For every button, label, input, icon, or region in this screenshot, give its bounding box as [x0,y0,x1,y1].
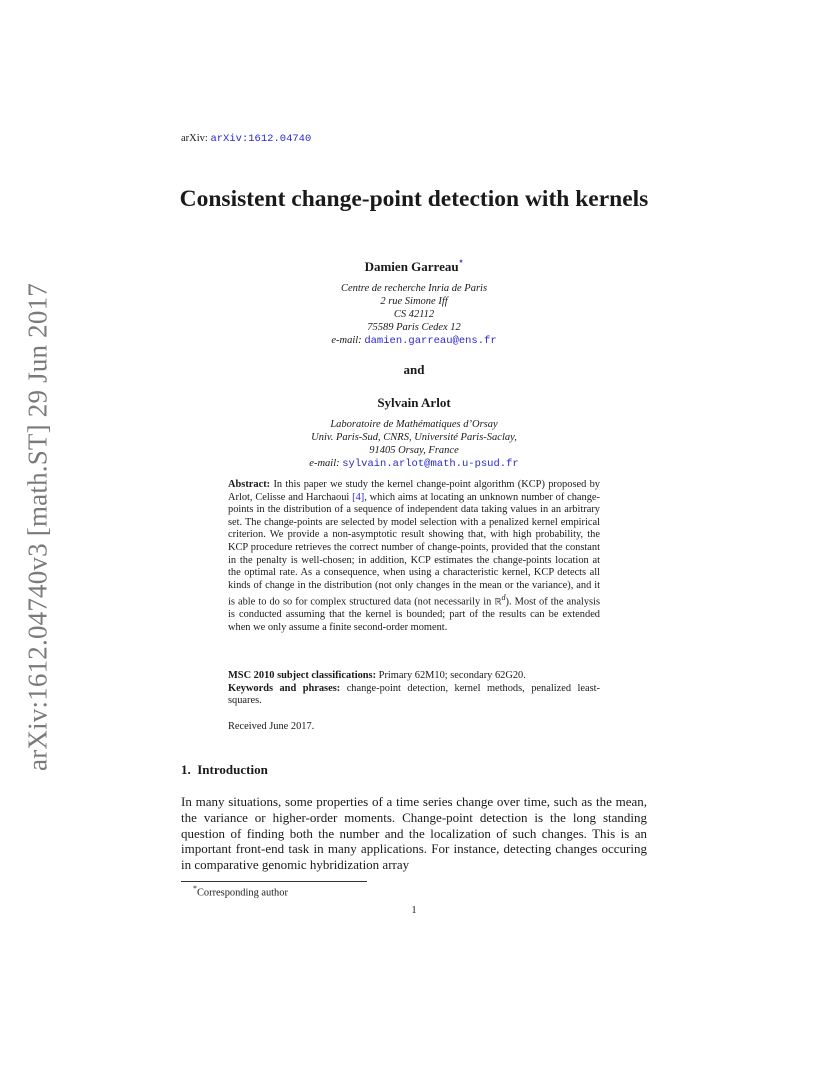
msc-line [228,670,600,683]
citation-link[interactable]: [4] [352,491,365,503]
arxiv-header [181,133,311,145]
email-label: e-mail: [309,458,340,469]
msc-label: MSC 2010 subject classifications: [228,670,377,681]
intro-paragraph: In many situations, some properties of a time series change over time, such as the mean, the variance or higher-order moments. Change-point detection is the long standing question of finding both the number and the localization of such changes. This is an important front-end task in many applications. For instance, detecting changes occuring in comparative genomic hybridization array [181,794,647,873]
abstract-text-1: In this paper we study the kernel change-point algorithm (KCP) proposed by Arlot, Celisse and Harchaoui [228,479,600,503]
keywords-line [228,683,600,708]
author-2-email-link[interactable]: sylvain.arlot@math.u-psud.fr [342,458,519,470]
arxiv-prefix: arXiv: [181,133,208,144]
msc-text: Primary 62M10; secondary 62G20. [378,670,526,681]
footnote-mark: * [193,884,197,893]
author-2-affiliation [150,418,678,471]
section-title: Introduction [197,762,268,777]
author-1-footnote-mark[interactable]: * [458,259,464,269]
section-number: 1. [181,762,191,777]
affiliation-line: Univ. Paris-Sud, CNRS, Université Paris-Saclay, [311,432,517,443]
email-label: e-mail: [331,335,362,346]
paper-title: Consistent change-point detection with kernels [179,186,649,212]
author-1-email-line [150,334,678,348]
abstract-label: Abstract: [228,479,271,490]
author-name-2: Sylvain Arlot [377,395,451,410]
author-2-email-line [150,457,678,471]
side-stamp-text: arXiv:1612.04740v3 [math.ST] 29 Jun 2017 [22,283,53,771]
affiliation-line: CS 42112 [393,309,435,320]
footnote-text: Corresponding author [197,887,288,899]
keywords-text: change-point detection, kernel methods, penalized least-squares. [228,682,600,707]
math-symbol-reals: ℝ [494,597,502,608]
affiliation-line: Centre de recherche Inria de Paris [340,283,488,294]
author-name-1 [150,259,678,275]
math-superscript: d [501,593,506,603]
author-1-name: Damien Garreau [364,259,459,274]
abstract-text-2: , which aims at locating an unknown number of change-points in the distribution of a sequence of independent data taking values in an arbitrary set. The change-points are selected by model selection with a penalized kernel empirical criterion. We provide a non-asymptotic result showing that, with high probability, the KCP procedure retrieves the correct number of change-points, provided that the constant in the penalty is well-chosen; in addition, KCP estimates the change-points location at the optimal rate. As a consequence, when using a characteristic kernel, KCP detects all kinds of change in the distribution (not only changes in the mean or the variance), and it is able to do so for complex structured data (not necessarily in [228,491,600,608]
and-separator: and [403,362,425,377]
abstract [228,479,600,635]
affiliation-line: 91405 Orsay, France [369,445,459,456]
footnote-divider [181,881,367,882]
author-1-affiliation [150,282,678,348]
received-date: Received June 2017. [228,721,315,732]
section-heading [181,762,268,778]
page-number: 1 [411,905,417,916]
keywords-label: Keywords and phrases: [228,682,341,694]
author-1-email-link[interactable]: damien.garreau@ens.fr [364,335,497,347]
abstract-text-3: ). Most of the analysis is conducted assuming that the kernel is bounded; part of the results can be extended when we only assume a finite second-order moment. [228,596,600,633]
arxiv-id-link[interactable]: arXiv:1612.04740 [210,133,312,145]
affiliation-line: Laboratoire de Mathématiques d’Orsay [330,419,498,430]
affiliation-line: 2 rue Simone Iff [380,296,448,307]
affiliation-line: 75589 Paris Cedex 12 [367,322,461,333]
footnote [193,884,288,898]
classifications [228,670,600,708]
